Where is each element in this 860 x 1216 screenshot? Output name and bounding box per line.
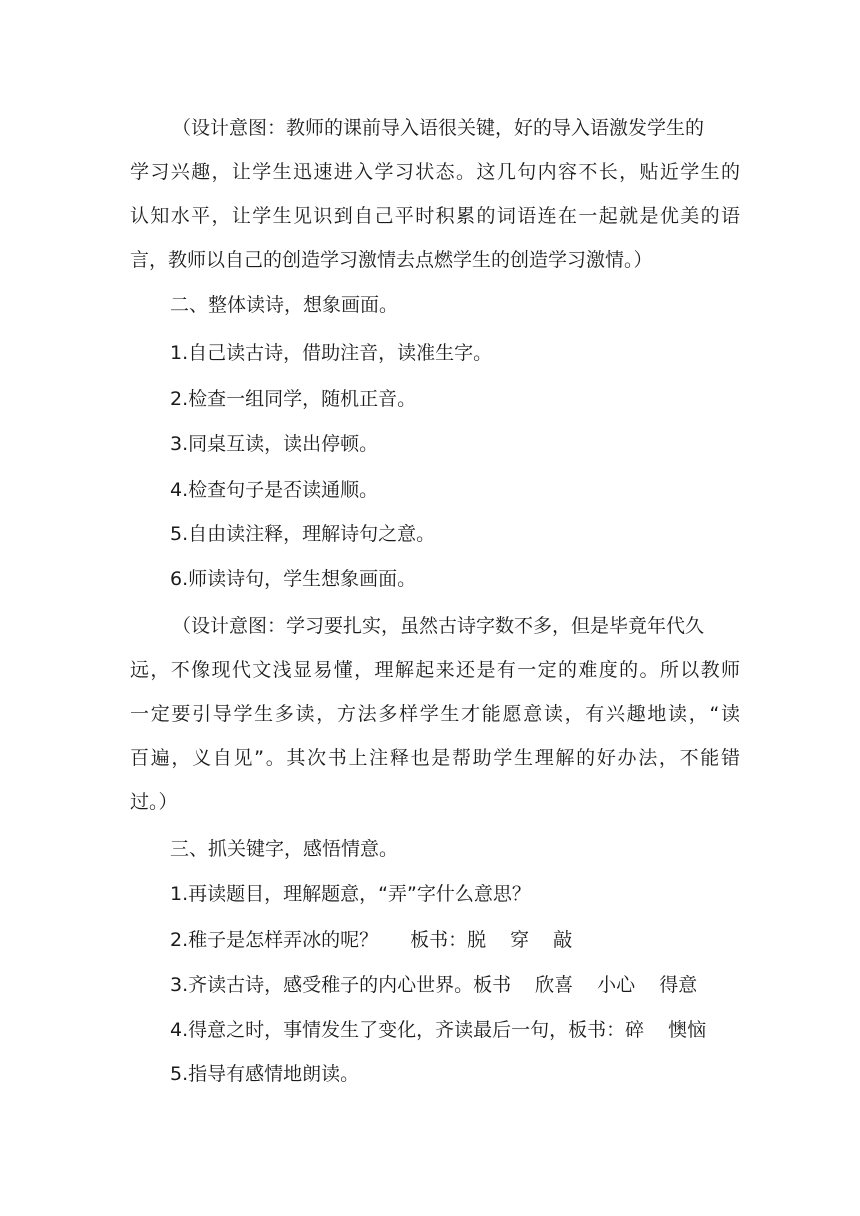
design-note-1-line-4: 言，教师以自己的创造学习激情去点燃学生的创造学习激情。）: [130, 249, 653, 271]
section-3-item-2-term-3: 敲: [553, 929, 573, 951]
design-note-1-line-2: 学习兴趣，让学生迅速进入学习状态。这几句内容不长，贴近学生的: [130, 161, 740, 183]
design-note-2-line-1: （设计意图：学习要扎实，虽然古诗字数不多，但是毕竟年代久: [172, 615, 705, 637]
section-3-item-4-text: 4.得意之时，事情发生了变化，齐读最后一句，: [170, 1019, 569, 1041]
design-note-1-line-1: （设计意图：教师的课前导入语很关键，好的导入语激发学生的: [172, 117, 705, 139]
section-2-item-6: 6.师读诗句，学生想象画面。: [170, 568, 417, 590]
section-3-item-3-board-label: 板书: [473, 974, 512, 996]
section-3-item-4: [170, 1017, 740, 1043]
design-note-1-line-3: 认知水平，让学生见识到自己平时积累的词语连在一起就是优美的语: [130, 205, 740, 227]
section-2-item-5: 5.自由读注释，理解诗句之意。: [170, 523, 436, 545]
section-3-item-1: 1.再读题目，理解题意，“弄”字什么意思？: [170, 883, 531, 905]
design-note-2-line-5: 过。）: [130, 791, 178, 813]
section-3-item-3-term-3: 得意: [659, 974, 698, 996]
section-3-item-3-term-1: 欣喜: [535, 974, 574, 996]
design-note-2-line-2: 远，不像现代文浅显易懂，理解起来还是有一定的难度的。所以教师: [130, 659, 740, 681]
section-3-item-4-term-2: 懊恼: [668, 1019, 707, 1041]
section-2-item-3: 3.同桌互读，读出停顿。: [170, 433, 379, 455]
section-3-item-3-text: 3.齐读古诗，感受稚子的内心世界。: [170, 974, 474, 996]
section-2-item-2: 2.检查一组同学，随机正音。: [170, 388, 417, 410]
section-3-heading: 三、抓关键字，感悟情意。: [170, 838, 399, 860]
section-3-item-3-term-2: 小心: [597, 974, 636, 996]
section-2-item-4: 4.检查句子是否读通顺。: [170, 479, 379, 501]
section-2-heading: 二、整体读诗，想象画面。: [170, 294, 399, 316]
design-note-2-line-3: 一定要引导学生多读，方法多样学生才能愿意读，有兴趣地读，“读: [130, 703, 740, 725]
section-3-item-2-text: 2.稚子是怎样弄冰的呢？: [170, 929, 379, 951]
section-3-item-4-board-label: 板书：: [568, 1019, 626, 1041]
section-3-item-3: [170, 972, 740, 998]
section-3-item-2-board-label: 板书：: [410, 929, 468, 951]
section-2-item-1: 1.自己读古诗，借助注音，读准生字。: [170, 342, 493, 364]
section-3-item-4-term-1: 碎: [625, 1019, 645, 1041]
section-3-item-2-term-1: 脱: [467, 929, 487, 951]
section-3-item-2-term-2: 穿: [510, 929, 530, 951]
section-3-item-5: 5.指导有感情地朗读。: [170, 1063, 360, 1085]
section-3-item-2: [170, 927, 740, 953]
design-note-2-line-4: 百遍，义自见”。其次书上注释也是帮助学生理解的好办法，不能错: [130, 747, 740, 769]
